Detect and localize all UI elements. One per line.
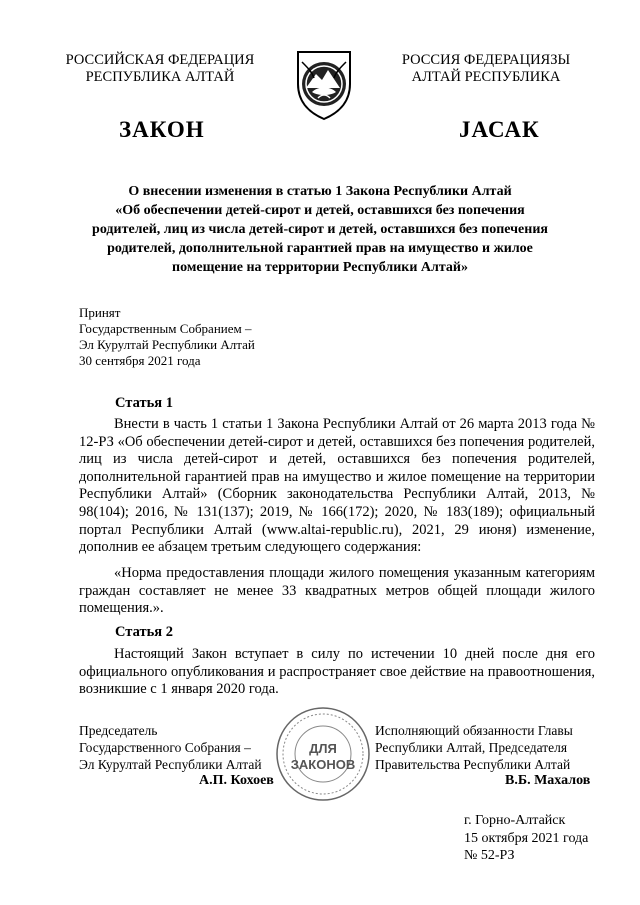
title-line2: «Об обеспечении детей-сирот и детей, оставшихся без попечения [115,203,525,218]
adopted-line3: Эл Курултай Республики Алтай [79,337,255,352]
header-right [356,52,616,86]
stamp-line1: ДЛЯ [309,741,337,756]
title-line4: родителей, дополнительной гарантией прав на имущество и жилое [107,241,533,256]
article2-text: Настоящий Закон вступает в силу по истечении 10 дней после дня его официального опубликования и распространяет свое действие на правоотношения, возникшие с 1 января 2020 года. [79,646,595,698]
footer-date: 15 октября 2021 года [464,830,589,846]
title-line1: О внесении изменения в статью 1 Закона Республики Алтай [128,184,512,199]
signature-left [79,722,262,773]
article1-quote: «Норма предоставления площади жилого помещения указанным категориям граждан составляет не менее 33 квадратных метров общей площади жилого помещения.». [79,565,595,617]
header-left [30,52,290,86]
adopted-block [79,305,255,369]
law-title-right: JАСАК [459,117,540,142]
stamp-line2: ЗАКОНОВ [290,757,356,772]
header-right-line1: РОССИЯ ФЕДЕРАЦИЯЗЫ [401,52,571,68]
header-left-line2: РЕСПУБЛИКА АЛТАЙ [85,69,235,85]
signature-right-line3: Правительства Республики Алтай [375,757,571,772]
header-right-line2: АЛТАЙ РЕСПУБЛИКА [411,69,561,85]
signature-left-name: А.П. Кохоев [199,773,274,788]
article1-heading: Статья 1 [115,395,173,411]
header-left-line1: РОССИЙСКАЯ ФЕДЕРАЦИЯ [65,52,255,68]
signature-right-line2: Республики Алтай, Председателя [375,740,568,755]
law-title [70,182,570,277]
stamp-text [283,741,363,773]
footer-number: № 52-РЗ [464,848,515,863]
title-line5: помещение на территории Республики Алтай» [172,260,468,275]
signature-right-name: В.Б. Махалов [505,773,591,788]
title-line3: родителей, лиц из числа детей-сирот и детей, оставшихся без попечения [92,222,548,237]
signature-left-line1: Председатель [79,723,158,738]
signature-right-line1: Исполняющий обязанности Главы [375,723,573,738]
article2-heading: Статья 2 [115,624,173,640]
adopted-line2: Государственным Собранием – [79,321,252,336]
adopted-line1: Принят [79,305,121,320]
signature-left-line3: Эл Курултай Республики Алтай [79,757,262,772]
law-title-left: ЗАКОН [119,117,205,142]
footer-block [464,812,588,865]
coat-of-arms-emblem [292,48,356,122]
footer-city: г. Горно-Алтайск [464,813,566,828]
signature-left-line2: Государственного Собрания – [79,740,251,755]
article1-text: Внести в часть 1 статьи 1 Закона Республики Алтай от 26 марта 2013 года № 12-РЗ «Об обеспечении детей-сирот и детей, оставшихся без попечения родителей, лиц из числа детей-сирот и детей, оставшихся без попечения родителей, дополнительной гарантией прав на имущество и жилое помещение на территории Республики Алтай» (Сборник законодательства Республики Алтай, 2013, № 98(104); 2016, № 131(137); 2019, № 166(172); 2020, № 183(189); официальный портал Республики Алтай (www.altai-republic.ru), 2021, 29 июня) изменение, дополнив ее абзацем третьим следующего содержания: [79,416,595,556]
signature-right [375,722,573,773]
adopted-line4: 30 сентября 2021 года [79,353,201,368]
